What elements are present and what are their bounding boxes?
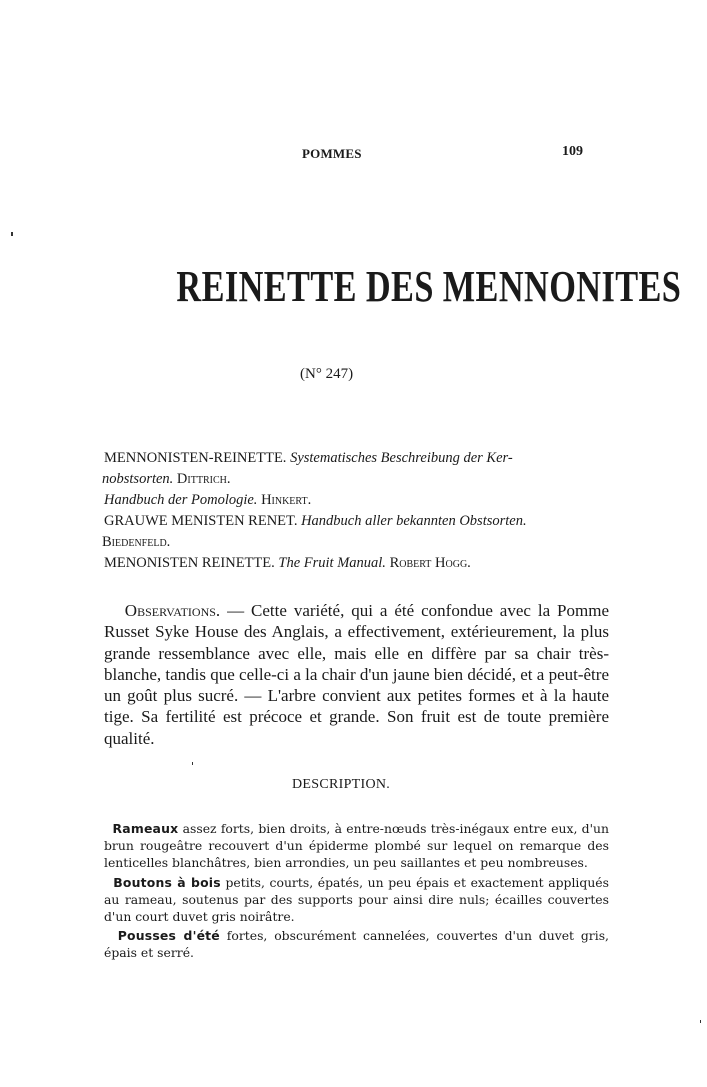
synonyms-list xyxy=(104,448,599,574)
scan-speck xyxy=(192,762,193,765)
description-term: Rameaux xyxy=(112,821,179,836)
observations-label: Observations. xyxy=(124,601,221,620)
synonym-name: GRAUWE MENISTEN RENET. xyxy=(104,513,298,529)
observations-text: — Cette variété, qui a été confondue avec la Pomme Russet Syke House des Anglais, a effectivement, extérieurement, la plus grande ressemblance avec elle, mais elle en diffère par sa chair très-blanche, tandis que celle-ci a la chair d'un jaune bien décidé, et a peut-être un goût plus sucré. — L'arbre convient aux petites formes et à la haute tige. Sa fertilité est précoce et grande. Son fruit est de toute première qualité. xyxy=(104,601,610,748)
description-paragraph xyxy=(104,927,609,961)
description-paragraph xyxy=(104,820,609,872)
synonym-name: MENONISTEN REINETTE. xyxy=(104,555,275,571)
description-term: Boutons à bois xyxy=(113,874,221,890)
observations-paragraph xyxy=(104,600,609,749)
synonym-entry xyxy=(104,490,599,511)
synonym-source-cont: nobstsorten. xyxy=(102,471,174,487)
synonym-author: Biedenfeld. xyxy=(102,534,171,550)
variety-number: (N° 247) xyxy=(300,366,354,382)
description-paragraph xyxy=(104,874,609,926)
synonym-entry xyxy=(104,511,599,532)
description-text: assez forts, bien droits, à entre-nœuds très-inégaux entre eux, d'un brun rougeâtre recouvert d'un épiderme plombé sur lequel on remarque des lenticelles blanchâtres, bien arrondies, un peu saillantes et peu nombreuses. xyxy=(104,821,609,871)
page-number: 109 xyxy=(562,144,583,159)
running-head: POMMES xyxy=(302,146,362,161)
observations-section xyxy=(104,600,609,749)
description-text: petits, courts, épatés, un peu épais et exactement appliqués au rameau, soutenus par des supports pour ainsi dire nuls; écailles couvertes d'un court duvet gris noirâtre. xyxy=(104,874,610,925)
description-term: Pousses d'été xyxy=(117,928,220,944)
synonym-author: Hinkert. xyxy=(261,492,312,508)
synonym-entry-continued xyxy=(102,532,599,553)
description-section xyxy=(104,820,609,964)
scan-speck xyxy=(700,1020,701,1023)
synonym-entry xyxy=(104,553,599,574)
description-heading: DESCRIPTION. xyxy=(292,777,391,792)
scan-speck xyxy=(11,232,13,236)
synonym-source: Handbuch aller bekannten Obstsorten. xyxy=(301,513,527,529)
synonym-author: Dittrich. xyxy=(176,471,231,487)
synonym-entry xyxy=(104,448,599,469)
synonym-source: The Fruit Manual. xyxy=(278,555,386,571)
synonym-author: Robert Hogg. xyxy=(389,555,471,571)
synonym-source: Handbuch der Pomologie. xyxy=(104,492,258,508)
description-text: fortes, obscurément cannelées, couvertes d'un duvet gris, épais et serré. xyxy=(104,928,609,961)
page-title: REINETTE DES MENNONITES xyxy=(176,262,682,311)
synonym-name: MENNONISTEN-REINETTE. xyxy=(104,450,287,466)
synonym-source: Systematisches Beschreibung der Ker- xyxy=(290,450,513,466)
synonym-entry-continued xyxy=(102,469,599,490)
